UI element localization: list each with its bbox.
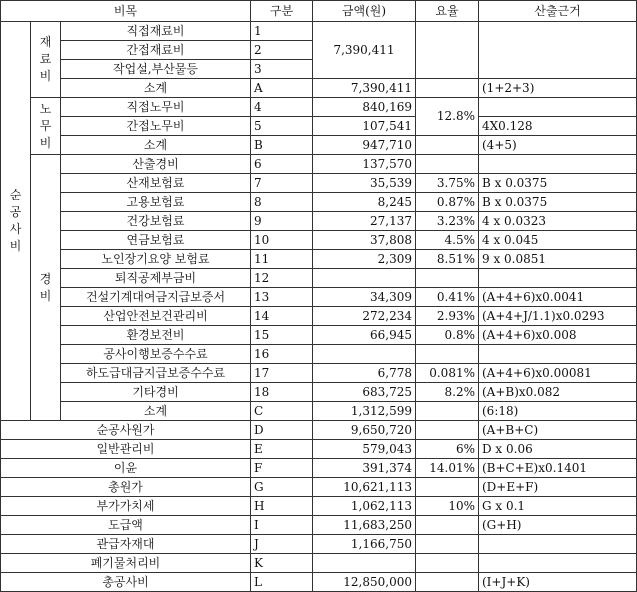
row-basis: D x 0.06 (479, 440, 637, 459)
table-row (1, 345, 637, 364)
row-basis: (I+J+K) (479, 573, 637, 592)
row-basis: (6:18) (479, 402, 637, 421)
row-code: 1 (251, 22, 313, 41)
row-basis: (D+E+F) (479, 478, 637, 497)
row-rate (416, 79, 479, 98)
row-item: 작업설,부산물등 (61, 60, 251, 79)
row-amount: 11,683,250 (313, 516, 416, 535)
row-code: 14 (251, 307, 313, 326)
row-basis (479, 554, 637, 573)
row-code: 7 (251, 174, 313, 193)
row-code: K (251, 554, 313, 573)
table-row (1, 288, 637, 307)
table-row (1, 440, 637, 459)
row-item: 관급자재대 (1, 535, 251, 554)
row-code: F (251, 459, 313, 478)
row-amount: 1,062,113 (313, 497, 416, 516)
row-item: 직접노무비 (61, 98, 251, 117)
row-amount (313, 554, 416, 573)
row-code: 6 (251, 155, 313, 174)
row-code: 11 (251, 250, 313, 269)
row-item: 연금보험료 (61, 231, 251, 250)
row-item: 산재보험료 (61, 174, 251, 193)
row-rate (416, 136, 479, 155)
table-row (1, 326, 637, 345)
row-amount: 8,245 (313, 193, 416, 212)
row-item: 건강보험료 (61, 212, 251, 231)
row-basis (479, 535, 637, 554)
row-code: 3 (251, 60, 313, 79)
row-rate (416, 402, 479, 421)
row-rate (416, 516, 479, 535)
row-item: 소계 (61, 402, 251, 421)
row-code: 17 (251, 364, 313, 383)
table-row (1, 174, 637, 193)
row-code: L (251, 573, 313, 592)
table-row (1, 155, 637, 174)
row-rate (416, 22, 479, 79)
row-basis: (A+4+J/1.1)x0.0293 (479, 307, 637, 326)
row-code: 2 (251, 41, 313, 60)
table-row (1, 516, 637, 535)
header-basis: 산출근거 (479, 1, 637, 22)
table-row (1, 497, 637, 516)
row-code: E (251, 440, 313, 459)
row-basis: (B+C+E)x0.1401 (479, 459, 637, 478)
row-rate: 0.081% (416, 364, 479, 383)
material-amount: 7,390,411 (313, 22, 416, 79)
table-row (1, 231, 637, 250)
row-rate: 0.8% (416, 326, 479, 345)
row-amount: 27,137 (313, 212, 416, 231)
row-item: 도급액 (1, 516, 251, 535)
row-item: 이윤 (1, 459, 251, 478)
labor-rate: 12.8% (416, 98, 479, 136)
row-item: 순공사원가 (1, 421, 251, 440)
row-code: 9 (251, 212, 313, 231)
row-code: G (251, 478, 313, 497)
table-row (1, 269, 637, 288)
row-basis: 4X0.128 (479, 117, 637, 136)
row-item: 간접재료비 (61, 41, 251, 60)
row-code: J (251, 535, 313, 554)
row-basis: G x 0.1 (479, 497, 637, 516)
row-basis: (A+4+6)x0.00081 (479, 364, 637, 383)
row-rate (416, 535, 479, 554)
row-item: 소계 (61, 136, 251, 155)
row-basis (479, 98, 637, 117)
row-basis: (1+2+3) (479, 79, 637, 98)
table-row (1, 554, 637, 573)
table-row (1, 193, 637, 212)
row-basis: 9 x 0.0851 (479, 250, 637, 269)
row-rate: 3.75% (416, 174, 479, 193)
row-rate (416, 573, 479, 592)
table-row (1, 459, 637, 478)
row-basis: (A+B)x0.082 (479, 383, 637, 402)
row-amount: 34,309 (313, 288, 416, 307)
row-rate (416, 478, 479, 497)
row-rate (416, 421, 479, 440)
table-row (1, 250, 637, 269)
row-rate: 4.5% (416, 231, 479, 250)
table-row (1, 364, 637, 383)
row-amount: 37,808 (313, 231, 416, 250)
row-rate: 8.51% (416, 250, 479, 269)
row-amount: 9,650,720 (313, 421, 416, 440)
table-row (1, 421, 637, 440)
row-item: 고용보험료 (61, 193, 251, 212)
row-code: B (251, 136, 313, 155)
row-amount: 840,169 (313, 98, 416, 117)
row-code: 12 (251, 269, 313, 288)
row-basis: (4+5) (479, 136, 637, 155)
row-rate: 8.2% (416, 383, 479, 402)
table-row (1, 212, 637, 231)
row-item: 폐기물처리비 (1, 554, 251, 573)
row-rate (416, 554, 479, 573)
row-item: 산업안전보건관리비 (61, 307, 251, 326)
row-rate (416, 345, 479, 364)
row-code: I (251, 516, 313, 535)
group-label-material: 재 료 비 (31, 22, 61, 98)
header-category: 구분 (251, 1, 313, 22)
row-rate: 10% (416, 497, 479, 516)
row-amount (313, 269, 416, 288)
row-amount: 1,312,599 (313, 402, 416, 421)
table-row (1, 117, 637, 136)
row-item: 소계 (61, 79, 251, 98)
table-row (1, 535, 637, 554)
row-basis (479, 155, 637, 174)
table-row (1, 79, 637, 98)
row-amount: 272,234 (313, 307, 416, 326)
header-row (1, 1, 637, 22)
row-rate: 0.87% (416, 193, 479, 212)
row-item: 부가가치세 (1, 497, 251, 516)
row-amount: 66,945 (313, 326, 416, 345)
row-amount: 107,541 (313, 117, 416, 136)
row-amount (313, 345, 416, 364)
row-rate (416, 155, 479, 174)
row-code: D (251, 421, 313, 440)
row-amount: 683,725 (313, 383, 416, 402)
group-label-net: 순 공 사 비 (1, 22, 31, 421)
table-row (1, 22, 637, 41)
row-amount: 12,850,000 (313, 573, 416, 592)
row-item: 총원가 (1, 478, 251, 497)
row-item: 기타경비 (61, 383, 251, 402)
row-rate: 3.23% (416, 212, 479, 231)
table-row (1, 478, 637, 497)
table-row (1, 98, 637, 117)
row-amount: 10,621,113 (313, 478, 416, 497)
table-row (1, 307, 637, 326)
row-basis: (A+4+6)x0.008 (479, 326, 637, 345)
row-basis: B x 0.0375 (479, 193, 637, 212)
row-item: 퇴직공제부금비 (61, 269, 251, 288)
row-amount: 7,390,411 (313, 79, 416, 98)
row-rate: 2.93% (416, 307, 479, 326)
table-row (1, 383, 637, 402)
group-label-expense: 경 비 (31, 155, 61, 421)
row-item: 일반관리비 (1, 440, 251, 459)
row-code: 13 (251, 288, 313, 307)
row-basis: 4 x 0.045 (479, 231, 637, 250)
row-rate: 14.01% (416, 459, 479, 478)
row-code: 18 (251, 383, 313, 402)
row-rate: 6% (416, 440, 479, 459)
row-amount: 391,374 (313, 459, 416, 478)
row-amount: 579,043 (313, 440, 416, 459)
table-row (1, 402, 637, 421)
row-code: C (251, 402, 313, 421)
group-label-labor: 노 무 비 (31, 98, 61, 155)
row-basis: (A+4+6)x0.0041 (479, 288, 637, 307)
row-rate (416, 269, 479, 288)
table-row (1, 573, 637, 592)
row-item: 직접재료비 (61, 22, 251, 41)
row-basis: B x 0.0375 (479, 174, 637, 193)
row-code: 10 (251, 231, 313, 250)
row-item: 노인장기요양 보험료 (61, 250, 251, 269)
row-basis (479, 345, 637, 364)
row-code: 5 (251, 117, 313, 136)
row-amount: 947,710 (313, 136, 416, 155)
row-basis: (G+H) (479, 516, 637, 535)
row-item: 건설기계대여금지급보증서 (61, 288, 251, 307)
row-amount: 6,778 (313, 364, 416, 383)
header-item: 비목 (1, 1, 251, 22)
row-amount: 35,539 (313, 174, 416, 193)
row-item: 산출경비 (61, 155, 251, 174)
header-amount: 금액(원) (313, 1, 416, 22)
row-amount: 137,570 (313, 155, 416, 174)
row-code: 15 (251, 326, 313, 345)
row-item: 간접노무비 (61, 117, 251, 136)
row-rate: 0.41% (416, 288, 479, 307)
row-item: 공사이행보증수수료 (61, 345, 251, 364)
row-item: 총공사비 (1, 573, 251, 592)
row-basis (479, 22, 637, 79)
row-code: 8 (251, 193, 313, 212)
row-code: H (251, 497, 313, 516)
header-rate: 요율 (416, 1, 479, 22)
row-basis: 4 x 0.0323 (479, 212, 637, 231)
row-code: 16 (251, 345, 313, 364)
row-basis (479, 269, 637, 288)
row-item: 하도급대금지급보증수수료 (61, 364, 251, 383)
row-basis: (A+B+C) (479, 421, 637, 440)
row-amount: 1,166,750 (313, 535, 416, 554)
table-row (1, 136, 637, 155)
row-item: 환경보전비 (61, 326, 251, 345)
row-code: 4 (251, 98, 313, 117)
row-amount: 2,309 (313, 250, 416, 269)
row-code: A (251, 79, 313, 98)
